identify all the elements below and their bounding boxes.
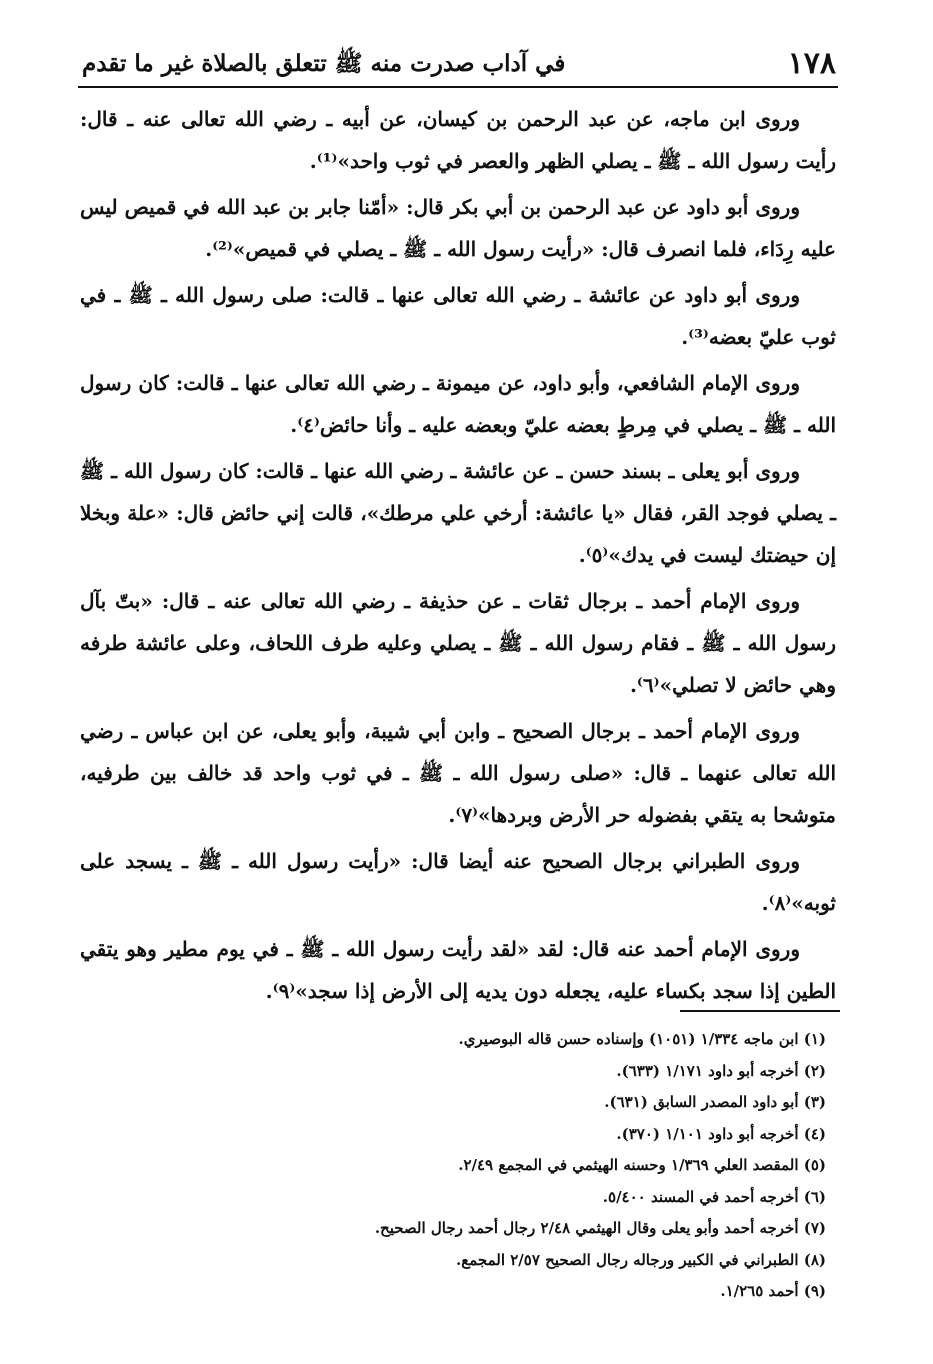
paragraph-8: وروى الطبراني برجال الصحيح عنه أيضا قال: «رأيت رسول الله ـ ﷺ ـ يسجد على ثوبه»⁽٨⁾. <box>80 849 836 915</box>
footnote-9: (٩) أحمد ١/٢٦٥. <box>720 1282 826 1300</box>
footnote-2: (٢) أخرجه أبو داود ١/١٧١ (٦٣٣). <box>616 1061 826 1080</box>
footnotes <box>80 1024 826 1308</box>
footnote-separator <box>680 1010 840 1012</box>
paragraph-4: وروى الإمام الشافعي، وأبو داود، عن ميمونة ـ رضي الله تعالى عنها ـ قالت: كان رسول الله ـ ﷺ ـ يصلي في مِرطٍ بعضه عليّ وبعضه عليه ـ وأنا حائض⁽٤⁾. <box>80 371 836 437</box>
footnote-8: (٨) الطبراني في الكبير ورجاله رجال الصحيح ٢/٥٧ المجمع. <box>456 1250 826 1269</box>
paragraph-2: وروى أبو داود عن عبد الرحمن بن أبي بكر قال: «أمّنا جابر بن عبد الله في قميص ليس عليه رِدَاء، فلما انصرف قال: «رأيت رسول الله ـ ﷺ ـ يصلي في قميص»⁽²⁾. <box>80 195 836 261</box>
paragraph-7: وروى الإمام أحمد ـ برجال الصحيح ـ وابن أبي شيبة، وأبو يعلى، عن ابن عباس ـ رضي الله تعالى عنهما ـ قال: «صلى رسول الله ـ ﷺ ـ في ثوب واحد قد خالف بين طرفيه، متوشحا به يتقي بفضوله حر الأرض وبردها»⁽٧⁾. <box>80 719 836 827</box>
page-number: ١٧٨ <box>787 46 836 81</box>
paragraph-5: وروى أبو يعلى ـ بسند حسن ـ عن عائشة ـ رضي الله عنها ـ قالت: كان رسول الله ـ ﷺ ـ يصلي فوجد القر، فقال «يا عائشة: أرخي علي مرطك»، قالت إني حائض قال: «علة وبخلا إن حيضتك ليست في يدك»⁽٥⁾. <box>80 459 836 567</box>
page-header <box>78 44 840 86</box>
footnote-4: (٤) أخرجه أبو داود ١/١٠١ (٣٧٠). <box>616 1124 826 1143</box>
paragraph-1: وروى ابن ماجه، عن عبد الرحمن بن كيسان، عن أبيه ـ رضي الله تعالى عنه ـ قال: رأيت رسول الله ـ ﷺ ـ يصلي الظهر والعصر في ثوب واحد»⁽¹⁾. <box>80 107 836 173</box>
footnote-6: (٦) أخرجه أحمد في المسند ٥/٤٠٠. <box>602 1187 826 1206</box>
footnote-5: (٥) المقصد العلي ١/٣٦٩ وحسنه الهيثمي في المجمع ٢/٤٩. <box>458 1156 826 1174</box>
paragraph-6: وروى الإمام أحمد ـ برجال ثقات ـ عن حذيفة ـ رضي الله تعالى عنه ـ قال: «بتّ بآل رسول الله ـ ﷺ ـ فقام رسول الله ـ ﷺ ـ يصلي وعليه طرف اللحاف، وعلى عائشة طرفه وهي حائض لا تصلي»⁽٦⁾. <box>80 589 836 697</box>
footnote-3: (٣) أبو داود المصدر السابق (٦٣١). <box>604 1093 826 1111</box>
main-text <box>80 98 836 1016</box>
running-title: في آداب صدرت منه ﷺ تتعلق بالصلاة غير ما تقدم <box>82 50 566 77</box>
footnote-1: (١) ابن ماجه ١/٣٣٤ (١٠٥١) وإسناده حسن قاله البوصيري. <box>458 1030 826 1048</box>
paragraph-9: وروى الإمام أحمد عنه قال: لقد «لقد رأيت رسول الله ـ ﷺ ـ في يوم مطير وهو يتقي الطين إذا سجد بكساء عليه، يجعله دون يديه إلى الأرض إذا سجد»⁽٩⁾. <box>80 937 836 1003</box>
paragraph-3: وروى أبو داود عن عائشة ـ رضي الله تعالى عنها ـ قالت: صلى رسول الله ـ ﷺ ـ في ثوب عليّ بعضه⁽³⁾. <box>80 283 836 349</box>
footnote-7: (٧) أخرجه أحمد وأبو يعلى وقال الهيثمي ٢/٤٨ رجال أحمد رجال الصحيح. <box>374 1219 826 1237</box>
header-rule <box>78 86 838 88</box>
